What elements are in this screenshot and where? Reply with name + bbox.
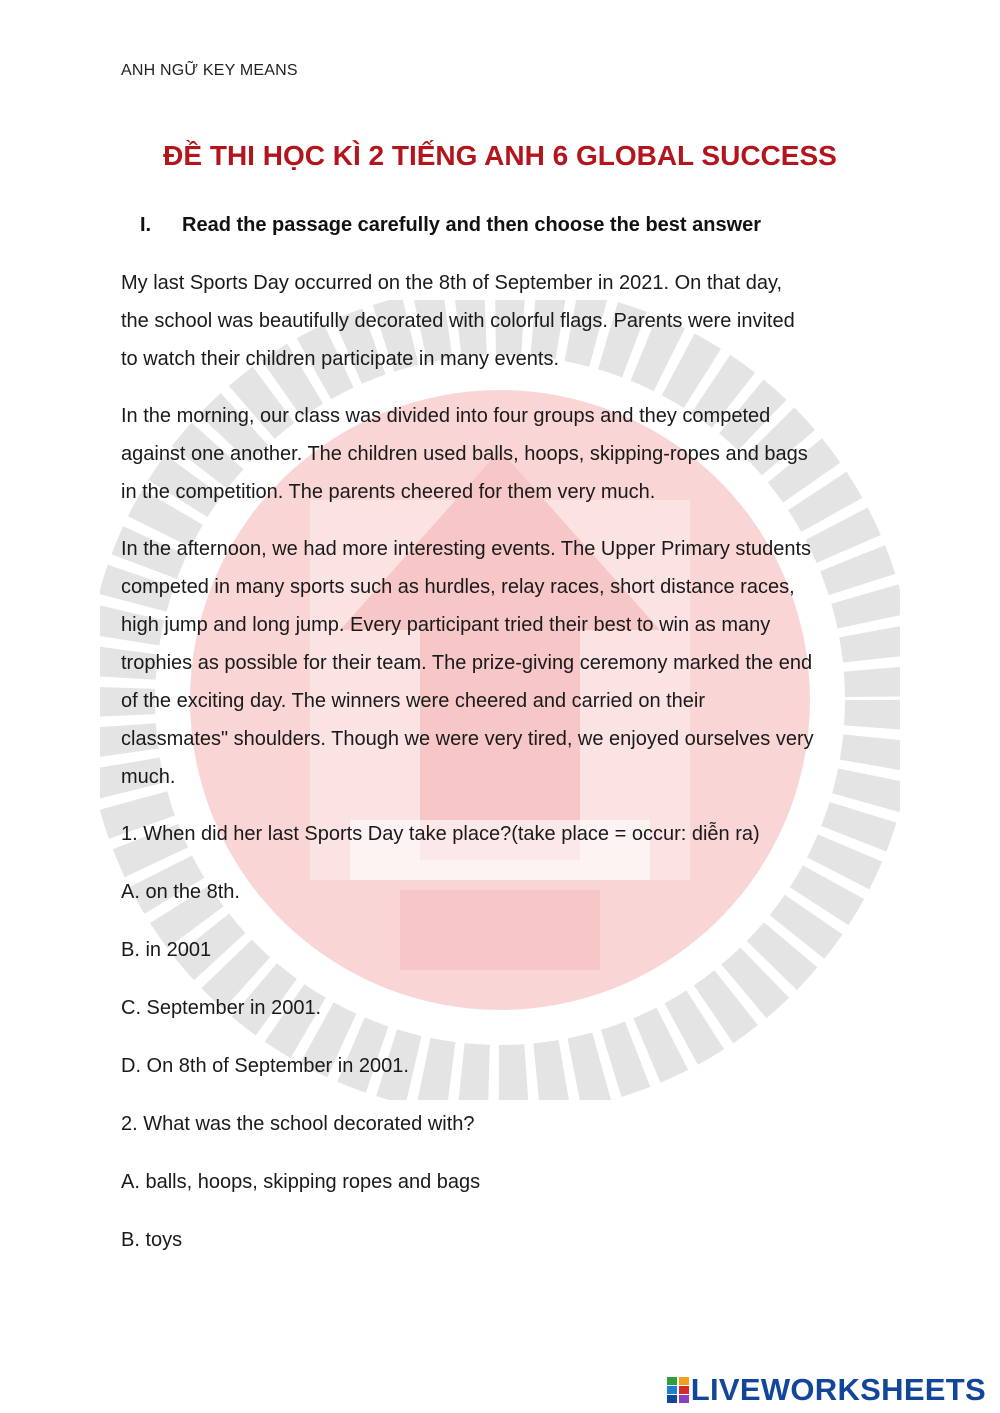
passage-paragraph [121,264,881,378]
answer-option: A. balls, hoops, skipping ropes and bags [121,1171,481,1193]
passage-line: In the afternoon, we had more interesting events. The Upper Primary students [121,538,811,560]
answer-option: A. on the 8th. [121,881,240,903]
question-prompt: 2. What was the school decorated with? [121,1113,475,1135]
passage-line: to watch their children participate in many events. [121,348,559,370]
liveworksheets-logo[interactable] [667,1372,986,1408]
passage-line: in the competition. The parents cheered for them very much. [121,481,656,503]
answer-option: D. On 8th of September in 2001. [121,1055,409,1077]
passage-line: My last Sports Day occurred on the 8th of September in 2021. On that day, [121,272,783,294]
answer-option: C. September in 2001. [121,997,322,1019]
passage-paragraph [121,530,881,796]
section-heading-text: Read the passage carefully and then choose the best answer [182,214,762,236]
section-heading [140,214,761,237]
liveworksheets-logo-icon [667,1377,689,1403]
question-prompt: 1. When did her last Sports Day take place?(take place = occur: diễn ra) [121,823,760,845]
passage-line: the school was beautifully decorated with colorful flags. Parents were invited [121,310,795,332]
answer-option: B. toys [121,1229,183,1251]
passage-line: of the exciting day. The winners were cheered and carried on their [121,690,706,712]
page-title: ĐỀ THI HỌC KÌ 2 TIẾNG ANH 6 GLOBAL SUCCESS [163,140,837,171]
running-header: ANH NGỮ KEY MEANS [121,62,298,79]
passage-line: trophies as possible for their team. The prize-giving ceremony marked the end [121,652,813,674]
passage-line: high jump and long jump. Every participant tried their best to win as many [121,614,771,636]
passage-line: much. [121,766,176,788]
section-number: I. [140,214,152,236]
passage-line: competed in many sports such as hurdles, relay races, short distance races, [121,576,795,598]
worksheet-content [121,264,881,1279]
liveworksheets-logo-text: LIVEWORKSHEETS [690,1372,986,1407]
passage-line: classmates" shoulders. Though we were very tired, we enjoyed ourselves very [121,728,814,750]
answer-option: B. in 2001 [121,939,212,961]
passage-line: In the morning, our class was divided into four groups and they competed [121,405,771,427]
passage-line: against one another. The children used balls, hoops, skipping-ropes and bags [121,443,808,465]
passage-paragraph [121,397,881,511]
